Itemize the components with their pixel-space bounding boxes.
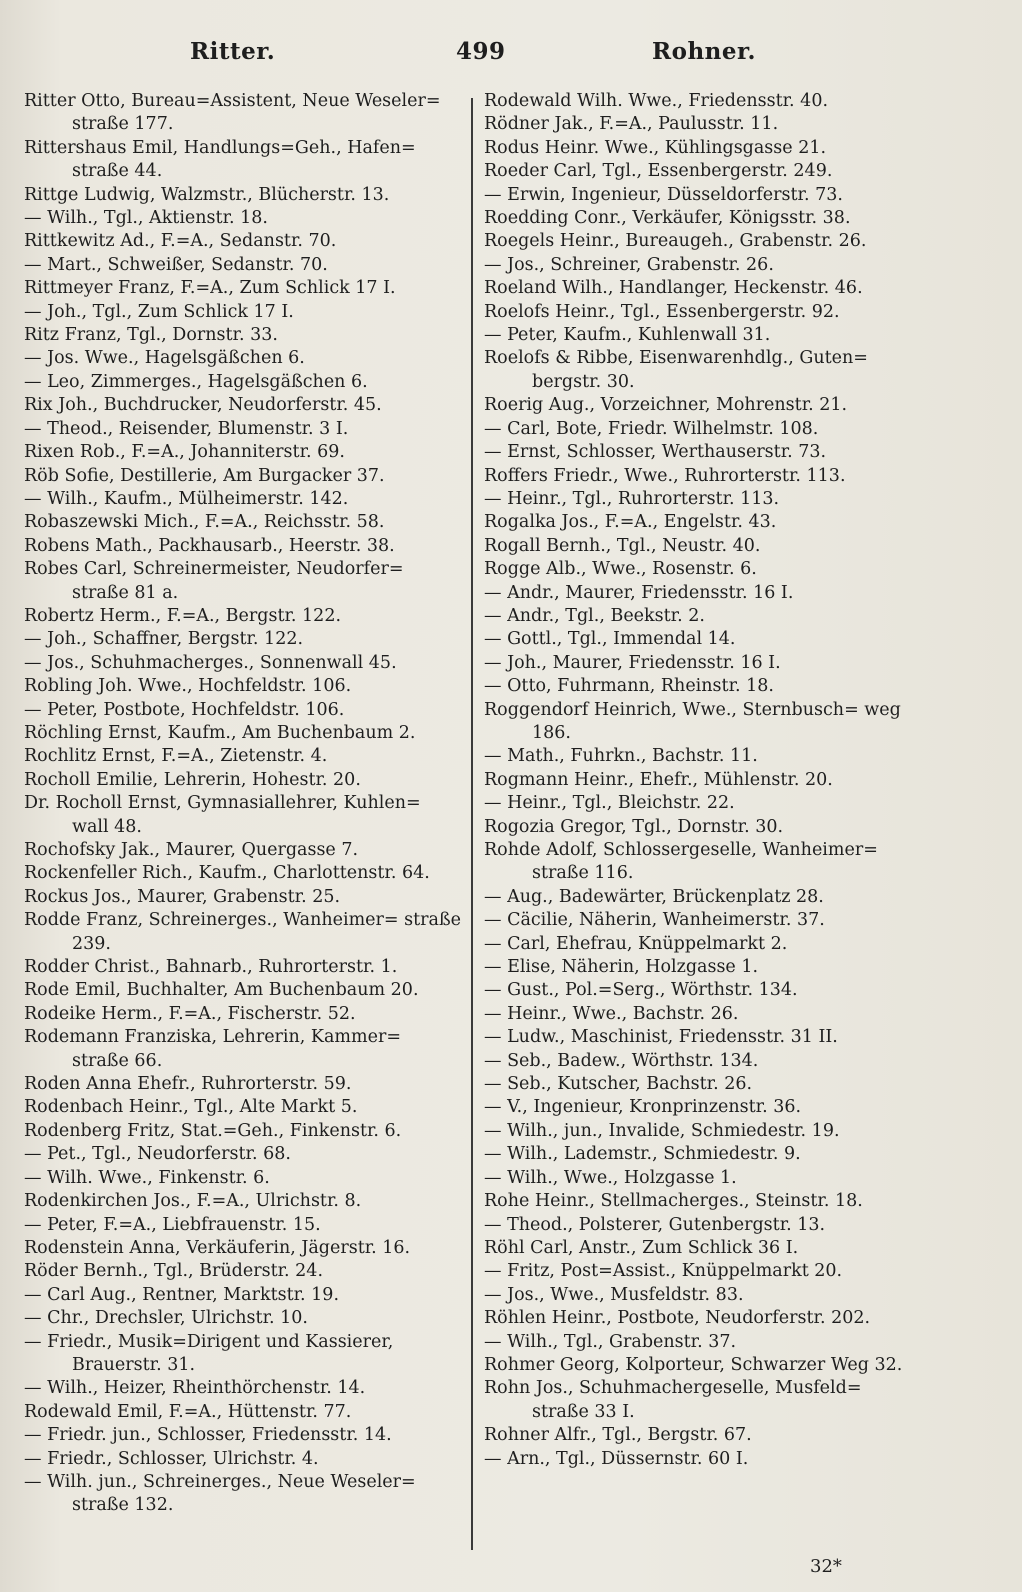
- directory-entry: — V., Ingenieur, Kronprinzenstr. 36.: [484, 1097, 802, 1118]
- directory-entry: Robes Carl, Schreinermeister, Neudorfer= straße 81 a.: [24, 559, 404, 603]
- directory-entry: Rodenstein Anna, Verkäuferin, Jägerstr. 16.: [24, 1237, 411, 1258]
- directory-entry: — Friedr. jun., Schlosser, Friedensstr. 14.: [24, 1425, 392, 1446]
- directory-entry: Rix Joh., Buchdrucker, Neudorferstr. 45.: [24, 395, 382, 416]
- directory-entry: Rödner Jak., F.=A., Paulusstr. 11.: [484, 114, 779, 135]
- directory-entry: — Jos. Wwe., Hagelsgäßchen 6.: [24, 348, 305, 369]
- directory-entry: Roeder Carl, Tgl., Essenbergerstr. 249.: [484, 161, 833, 182]
- directory-entry: Rogalka Jos., F.=A., Engelstr. 43.: [484, 512, 777, 533]
- directory-entry: Rockenfeller Rich., Kaufm., Charlottenstr. 64.: [24, 863, 430, 884]
- directory-entry: Rohde Adolf, Schlossergeselle, Wanheimer= straße 116.: [484, 840, 878, 884]
- directory-entry: — Jos., Schuhmacherges., Sonnenwall 45.: [24, 652, 397, 673]
- directory-entry: — Peter, F.=A., Liebfrauenstr. 15.: [24, 1214, 321, 1235]
- directory-entry: Rogge Alb., Wwe., Rosenstr. 6.: [484, 559, 757, 580]
- directory-entry: — Carl Aug., Rentner, Marktstr. 19.: [24, 1284, 340, 1305]
- directory-entry: — Heinr., Tgl., Ruhrorterstr. 113.: [484, 488, 780, 509]
- directory-entry: Rockus Jos., Maurer, Grabenstr. 25.: [24, 886, 341, 907]
- directory-entry: Rittmeyer Franz, F.=A., Zum Schlick 17 I.: [24, 278, 396, 299]
- directory-entry: Roden Anna Ehefr., Ruhrorterstr. 59.: [24, 1074, 352, 1095]
- directory-entry: — Friedr., Musik=Dirigent und Kassierer, Brauerstr. 31.: [24, 1331, 394, 1375]
- directory-entry: Roelofs Heinr., Tgl., Essenbergerstr. 92.: [484, 301, 840, 322]
- directory-entry: — Otto, Fuhrmann, Rheinstr. 18.: [484, 676, 774, 697]
- directory-entry: — Wilh. jun., Schreinerges., Neue Weseler= straße 132.: [24, 1471, 416, 1516]
- directory-entry: Rogall Bernh., Tgl., Neustr. 40.: [484, 535, 761, 556]
- directory-entry: Rodenberg Fritz, Stat.=Geh., Finkenstr. 6.: [24, 1120, 402, 1141]
- directory-entry: — Wilh., Kaufm., Mülheimerstr. 142.: [24, 488, 349, 509]
- directory-entry: Rogozia Gregor, Tgl., Dornstr. 30.: [484, 816, 784, 837]
- directory-entry: — Arn., Tgl., Düssernstr. 60 I.: [484, 1448, 749, 1469]
- directory-entry: — Leo, Zimmerges., Hagelsgäßchen 6.: [24, 371, 368, 392]
- directory-entry: — Joh., Schaffner, Bergstr. 122.: [24, 629, 304, 650]
- directory-entry: — Peter, Kaufm., Kuhlenwall 31.: [484, 325, 771, 346]
- directory-entry: Rittershaus Emil, Handlungs=Geh., Hafen= straße 44.: [24, 137, 416, 182]
- directory-entry: Rodder Christ., Bahnarb., Ruhrorterstr. 1.: [24, 957, 398, 978]
- signature-mark: 32*: [810, 1556, 842, 1577]
- directory-entry: — Ernst, Schlosser, Werthauserstr. 73.: [484, 442, 827, 463]
- directory-entry: — Math., Fuhrkn., Bachstr. 11.: [484, 746, 758, 767]
- directory-entry: Roggendorf Heinrich, Wwe., Sternbusch= weg 186.: [484, 699, 901, 743]
- directory-entry: Rogmann Heinr., Ehefr., Mühlenstr. 20.: [484, 769, 833, 790]
- directory-entry: Rodewald Wilh. Wwe., Friedensstr. 40.: [484, 91, 829, 111]
- directory-entry: — Theod., Reisender, Blumenstr. 3 I.: [24, 418, 349, 439]
- directory-entry: — Mart., Schweißer, Sedanstr. 70.: [24, 254, 328, 275]
- header-left-keyword: Ritter.: [190, 38, 276, 65]
- directory-entry: Rodemann Franziska, Lehrerin, Kammer= straße 66.: [24, 1027, 401, 1071]
- directory-entry: Röder Bernh., Tgl., Brüderstr. 24.: [24, 1261, 324, 1282]
- directory-entry: Röhl Carl, Anstr., Zum Schlick 36 I.: [484, 1237, 799, 1258]
- directory-entry: — Cäcilie, Näherin, Wanheimerstr. 37.: [484, 910, 825, 931]
- directory-entry: Rochlitz Ernst, F.=A., Zietenstr. 4.: [24, 746, 328, 767]
- directory-entry: Röhlen Heinr., Postbote, Neudorferstr. 202.: [484, 1308, 871, 1329]
- directory-entry: Roffers Friedr., Wwe., Ruhrorterstr. 113.: [484, 465, 846, 486]
- directory-entry: — Jos., Wwe., Musfeldstr. 83.: [484, 1284, 744, 1305]
- directory-entry: — Gust., Pol.=Serg., Wörthstr. 134.: [484, 980, 798, 1001]
- directory-entry: Rodenbach Heinr., Tgl., Alte Markt 5.: [24, 1097, 358, 1118]
- column-divider: [471, 98, 473, 1550]
- directory-entry: — Wilh., Tgl., Grabenstr. 37.: [484, 1331, 737, 1352]
- directory-entry: Robaszewski Mich., F.=A., Reichsstr. 58.: [24, 512, 385, 533]
- directory-entry: — Gottl., Tgl., Immendal 14.: [484, 629, 736, 650]
- directory-entry: Rodeike Herm., F.=A., Fischerstr. 52.: [24, 1003, 356, 1024]
- directory-entry: — Friedr., Schlosser, Ulrichstr. 4.: [24, 1448, 319, 1469]
- directory-entry: Roerig Aug., Vorzeichner, Mohrenstr. 21.: [484, 395, 848, 416]
- directory-entry: Dr. Rocholl Ernst, Gymnasiallehrer, Kuhlen= wall 48.: [24, 793, 421, 837]
- directory-entry: Roegels Heinr., Bureaugeh., Grabenstr. 26.: [484, 231, 867, 252]
- page-number: 499: [456, 38, 506, 65]
- directory-entry: Rode Emil, Buchhalter, Am Buchenbaum 20.: [24, 980, 419, 1001]
- page-header: [0, 38, 1022, 78]
- directory-entry: Rochofsky Jak., Maurer, Quergasse 7.: [24, 840, 359, 860]
- directory-entry: — Ludw., Maschinist, Friedensstr. 31 II.: [484, 1027, 838, 1048]
- directory-entry: — Fritz, Post=Assist., Knüppelmarkt 20.: [484, 1261, 843, 1282]
- directory-entry: Rohmer Georg, Kolporteur, Schwarzer Weg 32.: [484, 1354, 903, 1375]
- directory-entry: — Seb., Kutscher, Bachstr. 26.: [484, 1074, 753, 1095]
- directory-entry: — Wilh., Lademstr., Schmiedestr. 9.: [484, 1144, 801, 1165]
- directory-entry: Roeland Wilh., Handlanger, Heckenstr. 46.: [484, 278, 863, 299]
- directory-entry: — Pet., Tgl., Neudorferstr. 68.: [24, 1144, 291, 1165]
- directory-entry: — Joh., Tgl., Zum Schlick 17 I.: [24, 301, 294, 322]
- directory-entry: — Peter, Postbote, Hochfeldstr. 106.: [24, 699, 345, 720]
- directory-entry: — Wilh., Heizer, Rheinthörchenstr. 14.: [24, 1378, 366, 1399]
- directory-entry: Robens Math., Packhausarb., Heerstr. 38.: [24, 535, 395, 556]
- directory-entry: — Carl, Ehefrau, Knüppelmarkt 2.: [484, 933, 788, 954]
- directory-entry: — Carl, Bote, Friedr. Wilhelmstr. 108.: [484, 418, 819, 439]
- left-column: [24, 90, 462, 1518]
- directory-entry: Roelofs & Ribbe, Eisenwarenhdlg., Guten= bergstr. 30.: [484, 348, 868, 392]
- directory-entry: — Heinr., Wwe., Bachstr. 26.: [484, 1003, 739, 1024]
- directory-entry: — Joh., Maurer, Friedensstr. 16 I.: [484, 652, 781, 673]
- directory-entry: — Seb., Badew., Wörthstr. 134.: [484, 1050, 759, 1071]
- directory-entry: Rodde Franz, Schreinerges., Wanheimer= straße 239.: [24, 910, 461, 954]
- directory-entry: Roedding Conr., Verkäufer, Königsstr. 38.: [484, 208, 851, 229]
- directory-entry: Röb Sofie, Destillerie, Am Burgacker 37.: [24, 465, 385, 486]
- directory-entry: — Wilh., Wwe., Holzgasse 1.: [484, 1167, 737, 1188]
- directory-entry: — Chr., Drechsler, Ulrichstr. 10.: [24, 1308, 308, 1329]
- directory-entry: — Elise, Näherin, Holzgasse 1.: [484, 957, 759, 978]
- directory-entry: — Andr., Maurer, Friedensstr. 16 I.: [484, 582, 794, 603]
- directory-entry: — Wilh., Tgl., Aktienstr. 18.: [24, 208, 268, 229]
- directory-entry: Rodus Heinr. Wwe., Kühlingsgasse 21.: [484, 137, 827, 158]
- directory-entry: — Heinr., Tgl., Bleichstr. 22.: [484, 793, 735, 814]
- directory-entry: Ritter Otto, Bureau=Assistent, Neue Weseler= straße 177.: [24, 91, 441, 135]
- directory-entry: Rodewald Emil, F.=A., Hüttenstr. 77.: [24, 1401, 352, 1422]
- directory-entry: Ritz Franz, Tgl., Dornstr. 33.: [24, 325, 278, 346]
- directory-entry: Rodenkirchen Jos., F.=A., Ulrichstr. 8.: [24, 1191, 362, 1212]
- directory-entry: — Theod., Polsterer, Gutenbergstr. 13.: [484, 1214, 826, 1235]
- directory-entry: — Wilh., jun., Invalide, Schmiedestr. 19.: [484, 1120, 840, 1141]
- directory-entry: Rocholl Emilie, Lehrerin, Hohestr. 20.: [24, 769, 361, 790]
- directory-entry: Rohner Alfr., Tgl., Bergstr. 67.: [484, 1425, 752, 1446]
- directory-entry: Rittkewitz Ad., F.=A., Sedanstr. 70.: [24, 231, 337, 252]
- directory-entry: Röchling Ernst, Kaufm., Am Buchenbaum 2.: [24, 722, 416, 743]
- header-right-keyword: Rohner.: [652, 38, 757, 65]
- directory-entry: Rohn Jos., Schuhmachergeselle, Musfeld= straße 33 I.: [484, 1378, 862, 1422]
- directory-entry: Rittge Ludwig, Walzmstr., Blücherstr. 13.: [24, 184, 390, 205]
- directory-entry: — Jos., Schreiner, Grabenstr. 26.: [484, 254, 774, 275]
- directory-entry: — Andr., Tgl., Beekstr. 2.: [484, 605, 705, 626]
- directory-entry: — Erwin, Ingenieur, Düsseldorferstr. 73.: [484, 184, 843, 205]
- directory-entry: Robling Joh. Wwe., Hochfeldstr. 106.: [24, 676, 352, 697]
- directory-entry: — Aug., Badewärter, Brückenplatz 28.: [484, 886, 824, 907]
- right-column: [484, 90, 914, 1471]
- directory-entry: Robertz Herm., F.=A., Bergstr. 122.: [24, 605, 342, 626]
- directory-entry: Rixen Rob., F.=A., Johanniterstr. 69.: [24, 442, 345, 463]
- directory-entry: — Wilh. Wwe., Finkenstr. 6.: [24, 1167, 270, 1188]
- directory-entry: Rohe Heinr., Stellmacherges., Steinstr. 18.: [484, 1191, 863, 1212]
